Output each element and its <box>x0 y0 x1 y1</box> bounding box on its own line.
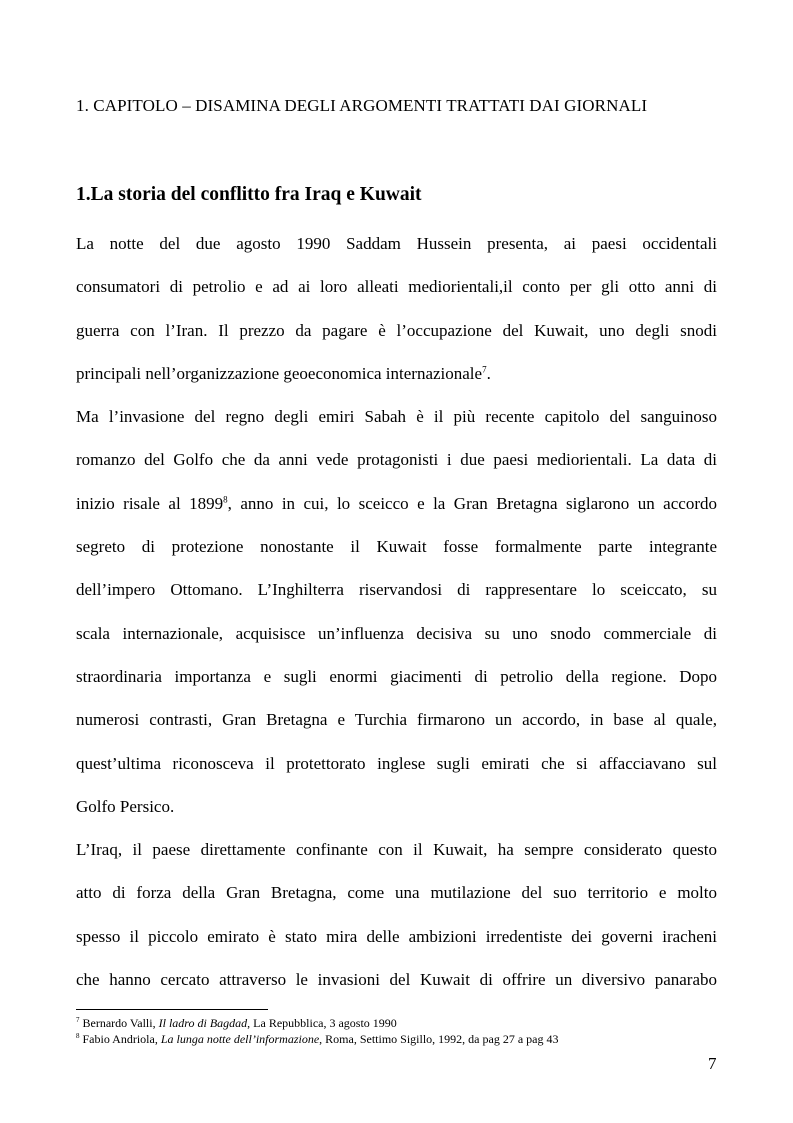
text-fragment: . <box>486 363 491 383</box>
body-text <box>76 229 717 1008</box>
footnote-number: 8 <box>76 1032 80 1040</box>
footnote-author: Bernardo Valli, <box>82 1016 159 1030</box>
footnote-title: La lunga notte dell’informazione <box>160 1032 320 1046</box>
text-line: consumatori di petrolio e ad ai loro alleati mediorientali,il conto per gli otto anni di <box>76 277 717 297</box>
footnote-author: Fabio Andriola, <box>82 1032 161 1046</box>
text-line: L’Iraq, il paese direttamente confinante con il Kuwait, ha sempre considerato questo <box>76 840 717 860</box>
text-line <box>76 489 717 532</box>
text-line: guerra con l’Iran. Il prezzo da pagare è l’occupazione del Kuwait, uno degli snodi <box>76 320 717 340</box>
chapter-title: 1. CAPITOLO – DISAMINA DEGLI ARGOMENTI TRATTATI DAI GIORNALI <box>76 96 648 115</box>
text-line: Ma l’invasione del regno degli emiri Sabah è il più recente capitolo del sanguinoso <box>76 407 717 427</box>
text-line: scala internazionale, acquisisce un’influenza decisiva su uno snodo commerciale di <box>76 623 717 643</box>
footnotes <box>76 1015 558 1047</box>
paragraph-3 <box>76 835 717 1008</box>
text-line: spesso il piccolo emirato è stato mira delle ambizioni irredentiste dei governi iracheni <box>76 926 717 946</box>
text-line: che hanno cercato attraverso le invasioni del Kuwait di offrire un diversivo panarabo <box>76 970 717 990</box>
footnote-ref-7[interactable]: 7 <box>482 364 487 375</box>
text-fragment: , anno in cui, lo sceicco e la Gran Bretagna siglarono un accordo <box>227 493 717 513</box>
paragraph-1 <box>76 229 717 402</box>
text-line: atto di forza della Gran Bretagna, come una mutilazione del suo territorio e molto <box>76 883 717 903</box>
footnote-8 <box>76 1031 558 1047</box>
footnote-separator <box>76 1009 268 1010</box>
text-line: romanzo del Golfo che da anni vede protagonisti i due paesi mediorientali. La data di <box>76 450 717 470</box>
paragraph-2 <box>76 402 717 835</box>
text-line: dell’impero Ottomano. L’Inghilterra riservandosi di rappresentare lo sceiccato, su <box>76 580 717 600</box>
text-fragment: principali nell’organizzazione geoeconomica internazionale <box>76 363 483 383</box>
footnote-title: Il ladro di Bagdad <box>158 1016 248 1030</box>
text-line: numerosi contrasti, Gran Bretagna e Turchia firmarono un accordo, in base al quale, <box>76 710 717 730</box>
footnote-ref-8[interactable]: 8 <box>223 494 228 505</box>
footnote-source: , La Repubblica, 3 agosto 1990 <box>247 1016 397 1030</box>
footnote-source: , Roma, Settimo Sigillo, 1992, da pag 27 a pag 43 <box>319 1032 559 1046</box>
page-number: 7 <box>708 1054 717 1073</box>
text-line: Golfo Persico. <box>76 796 175 816</box>
text-line <box>76 359 717 402</box>
text-line: straordinaria importanza e sugli enormi giacimenti di petrolio della regione. Dopo <box>76 666 717 686</box>
section-title: 1.La storia del conflitto fra Iraq e Kuwait <box>76 184 422 205</box>
text-fragment: inizio risale al 1899 <box>76 493 224 513</box>
text-line: quest’ultima riconosceva il protettorato inglese sugli emirati che si affacciavano sul <box>76 753 717 773</box>
footnote-7 <box>76 1015 558 1031</box>
text-line: La notte del due agosto 1990 Saddam Hussein presenta, ai paesi occidentali <box>76 234 717 253</box>
text-line: segreto di protezione nonostante il Kuwait fosse formalmente parte integrante <box>76 537 717 557</box>
footnote-number: 7 <box>76 1016 80 1024</box>
